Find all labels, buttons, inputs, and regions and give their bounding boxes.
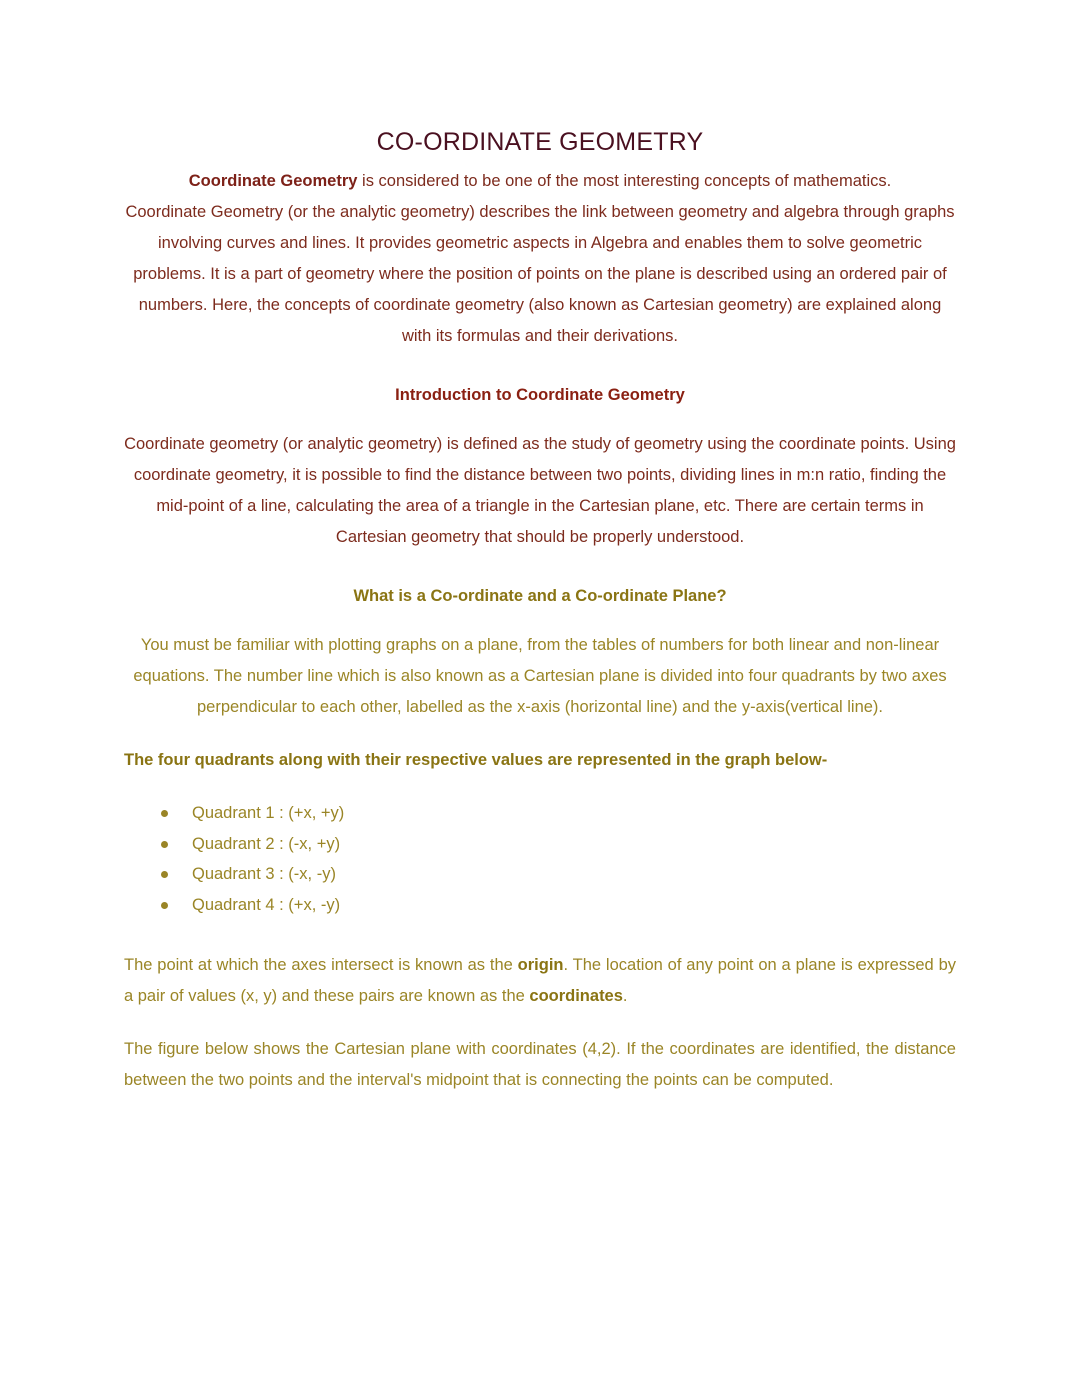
list-item-label: Quadrant 4 : (+x, -y) xyxy=(192,895,341,914)
spacer xyxy=(124,352,956,380)
intro-lead-rest: is considered to be one of the most interesting concepts of mathematics. xyxy=(357,172,892,190)
document-content xyxy=(124,0,956,1096)
section-heading-coordinate-plane: What is a Co-ordinate and a Co-ordinate Plane? xyxy=(353,587,727,605)
list-item xyxy=(124,890,956,921)
origin-part-3: . xyxy=(622,987,628,1005)
coordinates-bold-term: coordinates xyxy=(529,987,623,1005)
bullet-icon xyxy=(161,902,168,909)
spacer xyxy=(124,776,956,798)
bullet-icon xyxy=(161,841,168,848)
bullet-icon xyxy=(161,810,168,817)
list-item xyxy=(124,829,956,860)
origin-paragraph xyxy=(124,950,956,1012)
intro-lead-paragraph xyxy=(124,166,956,197)
list-item xyxy=(124,859,956,890)
section-coordinate-body: You must be familiar with plotting graphs on a plane, from the tables of numbers for both linear and non-linear equations. The number line which is also known as a Cartesian plane is divided into four quadrants by two axes perpendicular to each other, labelled as the x-axis (horizontal line) and the y-axis(vertical line). xyxy=(133,636,947,716)
spacer xyxy=(124,1012,956,1034)
spacer xyxy=(124,553,956,581)
origin-part-1: The point at which the axes intersect is known as the xyxy=(124,956,518,974)
figure-description-paragraph: The figure below shows the Cartesian plane with coordinates (4,2). If the coordinates are identified, the distance between the two points and the interval's midpoint that is connecting the points can be computed. xyxy=(124,1040,956,1089)
intro-body-paragraph: Coordinate Geometry (or the analytic geometry) describes the link between geometry and algebra through graphs involving curves and lines. It provides geometric aspects in Algebra and enables them to solve geometric problems. It is a part of geometry where the position of points on the plane is described using an ordered pair of numbers. Here, the concepts of coordinate geometry (also known as Cartesian geometry) are explained along with its formulas and their derivations. xyxy=(125,203,955,345)
section-introduction-body: Coordinate geometry (or analytic geometry) is defined as the study of geometry using the coordinate points. Using coordinate geometry, it is possible to find the distance between two points, dividing lines in m:n ratio, finding the mid-point of a line, calculating the area of a triangle in the Cartesian plane, etc. There are certain terms in Cartesian geometry that should be properly understood. xyxy=(124,435,956,546)
spacer xyxy=(124,612,956,630)
quadrant-list xyxy=(124,798,956,920)
list-item-label: Quadrant 3 : (-x, -y) xyxy=(192,865,336,883)
list-item-label: Quadrant 1 : (+x, +y) xyxy=(192,804,345,822)
origin-part-2: . The location of any point on a plane is expressed by a pair of values (x, y) and these pairs are known as the xyxy=(124,956,956,1005)
bullet-icon xyxy=(161,871,168,878)
spacer xyxy=(124,920,956,950)
origin-bold-term: origin xyxy=(517,956,564,974)
list-item-label: Quadrant 2 : (-x, +y) xyxy=(192,834,341,853)
page-title: CO-ORDINATE GEOMETRY xyxy=(376,128,704,156)
section-heading-introduction: Introduction to Coordinate Geometry xyxy=(395,386,685,404)
spacer xyxy=(124,723,956,745)
list-item xyxy=(124,798,956,829)
intro-lead-bold: Coordinate Geometry xyxy=(188,172,358,190)
quadrant-lead-text: The four quadrants along with their respective values are represented in the graph below- xyxy=(124,751,828,769)
spacer xyxy=(124,411,956,429)
